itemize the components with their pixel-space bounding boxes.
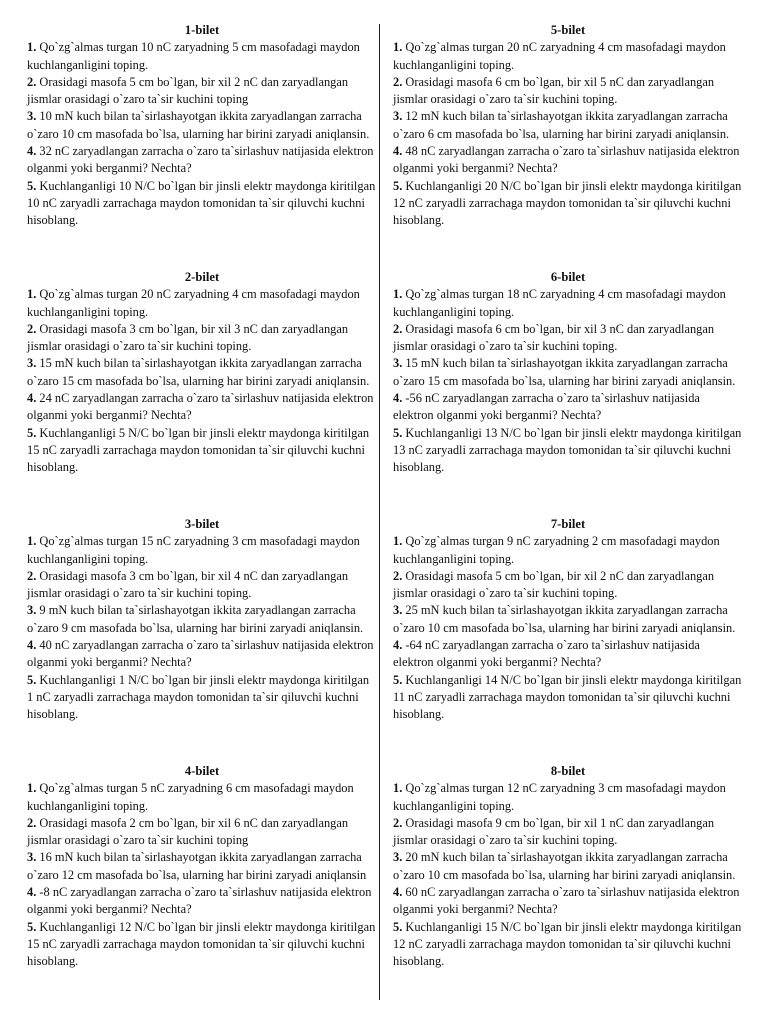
question-text: Orasidagi masofa 5 cm bo`lgan, bir xil 2 nC dan zaryadlangan jismlar orasidagi o`zaro ta`sir kuchini toping xyxy=(27,74,349,107)
ticket-3 xyxy=(27,516,377,763)
question-4 xyxy=(393,390,743,425)
question-4 xyxy=(393,637,743,672)
question-3 xyxy=(393,602,743,637)
question-text: -8 nC zaryadlangan zarracha o`zaro ta`sirlashuv natijasida elektron olganmi yoki berganmi? Nechta? xyxy=(27,885,372,917)
question-text: 10 mN kuch bilan ta`sirlashayotgan ikkita zaryadlangan zarracha o`zaro 10 cm masofada bo`lsa, ularning har birini zaryadi aniqlansin. xyxy=(27,109,370,141)
question-text: 15 mN kuch bilan ta`sirlashayotgan ikkita zaryadlangan zarracha o`zaro 15 cm masofada bo`lsa, ularning har birini zaryadi aniqlansin. xyxy=(27,356,370,388)
ticket-title: 5-bilet xyxy=(550,23,586,37)
question-2 xyxy=(27,815,377,850)
question-text: Qo`zg`almas turgan 5 nC zaryadning 6 cm masofadagi maydon kuchlanganligini toping. xyxy=(27,781,354,813)
question-1 xyxy=(393,533,743,568)
question-number: 3. xyxy=(27,850,37,865)
question-5 xyxy=(27,178,377,230)
question-number: 4. xyxy=(393,144,403,159)
question-text: Qo`zg`almas turgan 20 nC zaryadning 4 cm masofadagi maydon kuchlanganligini toping. xyxy=(27,287,360,319)
question-1 xyxy=(393,286,743,321)
question-text: 15 mN kuch bilan ta`sirlashayotgan ikkita zaryadlangan zarracha o`zaro 15 cm masofada bo`lsa, ularning har birini zaryadi aniqlansin. xyxy=(393,356,736,388)
question-number: 4. xyxy=(393,391,403,406)
question-number: 1. xyxy=(393,781,403,796)
question-number: 1. xyxy=(27,40,37,55)
question-number: 2. xyxy=(27,74,37,89)
question-text: 9 mN kuch bilan ta`sirlashayotgan ikkita zaryadlangan zarracha o`zaro 9 cm masofada bo`lsa, ularning har birini zaryadi aniqlansin. xyxy=(27,603,364,635)
question-3 xyxy=(27,355,377,390)
question-5 xyxy=(27,425,377,477)
question-1 xyxy=(27,286,377,321)
question-text: Orasidagi masofa 6 cm bo`lgan, bir xil 3 nC dan zaryadlangan jismlar orasidagi o`zaro ta`sir kuchini toping. xyxy=(393,321,715,354)
question-text: 40 nC zaryadlangan zarracha o`zaro ta`sirlashuv natijasida elektron olganmi yoki berganmi? Nechta? xyxy=(27,638,374,670)
question-number: 5. xyxy=(393,178,403,193)
question-text: Qo`zg`almas turgan 15 nC zaryadning 3 cm masofadagi maydon kuchlanganligini toping. xyxy=(27,534,360,566)
question-5 xyxy=(393,425,743,477)
question-number: 1. xyxy=(27,534,37,549)
question-3 xyxy=(393,108,743,143)
question-number: 5. xyxy=(27,919,37,934)
question-number: 2. xyxy=(27,568,37,583)
question-text: Qo`zg`almas turgan 20 nC zaryadning 4 cm masofadagi maydon kuchlanganligini toping. xyxy=(393,40,726,72)
question-3 xyxy=(393,849,743,884)
ticket-1 xyxy=(27,22,377,269)
column-divider xyxy=(379,24,380,1000)
question-text: Kuchlanganligi 1 N/C bo`lgan bir jinsli elektr maydonga kiritilgan 1 nC zaryadli zarrachaga maydon tomonidan ta`sir qiluvchi kuchni hisoblang. xyxy=(27,672,370,722)
ticket-title: 2-bilet xyxy=(184,270,220,284)
question-number: 2. xyxy=(393,815,403,830)
ticket-title: 4-bilet xyxy=(184,764,220,778)
ticket-title: 7-bilet xyxy=(550,517,586,531)
question-3 xyxy=(27,602,377,637)
question-2 xyxy=(393,568,743,603)
question-5 xyxy=(393,178,743,230)
question-number: 1. xyxy=(27,781,37,796)
question-number: 4. xyxy=(393,638,403,653)
ticket-7 xyxy=(393,516,743,763)
ticket-2 xyxy=(27,269,377,516)
question-text: Orasidagi masofa 2 cm bo`lgan, bir xil 6 nC dan zaryadlangan jismlar orasidagi o`zaro ta`sir kuchini toping xyxy=(27,815,349,848)
question-text: Orasidagi masofa 5 cm bo`lgan, bir xil 2 nC dan zaryadlangan jismlar orasidagi o`zaro ta`sir kuchini toping. xyxy=(393,568,715,601)
question-number: 1. xyxy=(393,40,403,55)
question-3 xyxy=(393,355,743,390)
question-number: 2. xyxy=(393,74,403,89)
question-text: Orasidagi masofa 3 cm bo`lgan, bir xil 4 nC dan zaryadlangan jismlar orasidagi o`zaro ta`sir kuchini toping. xyxy=(27,568,349,601)
right-column xyxy=(393,22,743,1010)
question-number: 4. xyxy=(393,885,403,900)
question-1 xyxy=(393,780,743,815)
question-number: 2. xyxy=(27,815,37,830)
question-number: 4. xyxy=(27,885,37,900)
question-2 xyxy=(393,74,743,109)
question-4 xyxy=(27,143,377,178)
question-2 xyxy=(393,815,743,850)
question-3 xyxy=(27,849,377,884)
question-1 xyxy=(27,533,377,568)
question-number: 1. xyxy=(27,287,37,302)
question-text: Kuchlanganligi 15 N/C bo`lgan bir jinsli elektr maydonga kiritilgan 12 nC zaryadli zarrachaga maydon tomonidan ta`sir qiluvchi kuchni hisoblang. xyxy=(393,919,742,969)
question-4 xyxy=(393,884,743,919)
ticket-5 xyxy=(393,22,743,269)
question-5 xyxy=(393,672,743,724)
question-text: Kuchlanganligi 12 N/C bo`lgan bir jinsli elektr maydonga kiritilgan 15 nC zaryadli zarrachaga maydon tomonidan ta`sir qiluvchi kuchni hisoblang. xyxy=(27,919,376,969)
question-text: 12 mN kuch bilan ta`sirlashayotgan ikkita zaryadlangan zarracha o`zaro 6 cm masofada bo`lsa, ularning har birini zaryadi aniqlansin. xyxy=(393,109,730,141)
question-number: 2. xyxy=(27,321,37,336)
question-4 xyxy=(393,143,743,178)
question-4 xyxy=(27,390,377,425)
question-number: 1. xyxy=(393,534,403,549)
question-number: 5. xyxy=(27,178,37,193)
question-4 xyxy=(27,884,377,919)
question-text: 60 nC zaryadlangan zarracha o`zaro ta`sirlashuv natijasida elektron olganmi yoki berganmi? Nechta? xyxy=(393,885,740,917)
question-2 xyxy=(27,74,377,109)
question-number: 4. xyxy=(27,144,37,159)
question-5 xyxy=(27,672,377,724)
ticket-6 xyxy=(393,269,743,516)
question-text: Kuchlanganligi 13 N/C bo`lgan bir jinsli elektr maydonga kiritilgan 13 nC zaryadli zarrachaga maydon tomonidan ta`sir qiluvchi kuchni hisoblang. xyxy=(393,425,742,475)
question-number: 4. xyxy=(27,638,37,653)
question-text: 20 mN kuch bilan ta`sirlashayotgan ikkita zaryadlangan zarracha o`zaro 10 cm masofada bo`lsa, ularning har birini zaryadi aniqlansin. xyxy=(393,850,736,882)
question-number: 3. xyxy=(27,356,37,371)
question-text: 25 mN kuch bilan ta`sirlashayotgan ikkita zaryadlangan zarracha o`zaro 10 cm masofada bo`lsa, ularning har birini zaryadi aniqlansin. xyxy=(393,603,736,635)
ticket-title: 1-bilet xyxy=(184,23,220,37)
question-number: 5. xyxy=(393,672,403,687)
ticket-4 xyxy=(27,763,377,1010)
question-text: Qo`zg`almas turgan 10 nC zaryadning 5 cm masofadagi maydon kuchlanganligini toping. xyxy=(27,40,360,72)
question-text: Kuchlanganligi 5 N/C bo`lgan bir jinsli elektr maydonga kiritilgan 15 nC zaryadli zarrachaga maydon tomonidan ta`sir qiluvchi kuchni hisoblang. xyxy=(27,425,370,475)
question-5 xyxy=(27,919,377,971)
question-1 xyxy=(393,39,743,74)
ticket-title: 3-bilet xyxy=(184,517,220,531)
question-text: Orasidagi masofa 9 cm bo`lgan, bir xil 1 nC dan zaryadlangan jismlar orasidagi o`zaro ta`sir kuchini toping. xyxy=(393,815,715,848)
question-number: 2. xyxy=(393,568,403,583)
left-column xyxy=(27,22,377,1010)
question-number: 5. xyxy=(27,425,37,440)
question-text: Kuchlanganligi 10 N/C bo`lgan bir jinsli elektr maydonga kiritilgan 10 nC zaryadli zarrachaga maydon tomonidan ta`sir qiluvchi kuchni hisoblang. xyxy=(27,178,376,228)
question-text: 48 nC zaryadlangan zarracha o`zaro ta`sirlashuv natijasida elektron olganmi yoki berganmi? Nechta? xyxy=(393,144,740,176)
question-text: 32 nC zaryadlangan zarracha o`zaro ta`sirlashuv natijasida elektron olganmi yoki berganmi? Nechta? xyxy=(27,144,374,176)
question-number: 3. xyxy=(393,109,403,124)
question-number: 3. xyxy=(393,603,403,618)
ticket-title: 6-bilet xyxy=(550,270,586,284)
question-number: 1. xyxy=(393,287,403,302)
question-text: Qo`zg`almas turgan 9 nC zaryadning 2 cm masofadagi maydon kuchlanganligini toping. xyxy=(393,534,720,566)
question-text: Qo`zg`almas turgan 18 nC zaryadning 4 cm masofadagi maydon kuchlanganligini toping. xyxy=(393,287,726,319)
question-text: Qo`zg`almas turgan 12 nC zaryadning 3 cm masofadagi maydon kuchlanganligini toping. xyxy=(393,781,726,813)
question-text: Kuchlanganligi 20 N/C bo`lgan bir jinsli elektr maydonga kiritilgan 12 nC zaryadli zarrachaga maydon tomonidan ta`sir qiluvchi kuchni hisoblang. xyxy=(393,178,742,228)
question-text: Orasidagi masofa 3 cm bo`lgan, bir xil 3 nC dan zaryadlangan jismlar orasidagi o`zaro ta`sir kuchini toping. xyxy=(27,321,349,354)
ticket-8 xyxy=(393,763,743,1010)
question-1 xyxy=(27,780,377,815)
question-text: Orasidagi masofa 6 cm bo`lgan, bir xil 5 nC dan zaryadlangan jismlar orasidagi o`zaro ta`sir kuchini toping. xyxy=(393,74,715,107)
question-number: 2. xyxy=(393,321,403,336)
question-number: 5. xyxy=(393,425,403,440)
question-4 xyxy=(27,637,377,672)
question-text: Kuchlanganligi 14 N/C bo`lgan bir jinsli elektr maydonga kiritilgan 11 nC zaryadli zarrachaga maydon tomonidan ta`sir qiluvchi kuchni hisoblang. xyxy=(393,672,742,722)
question-2 xyxy=(393,321,743,356)
question-1 xyxy=(27,39,377,74)
question-2 xyxy=(27,321,377,356)
question-text: -64 nC zaryadlangan zarracha o`zaro ta`sirlashuv natijasida elektron olganmi yoki berganmi? Nechta? xyxy=(393,638,700,670)
question-3 xyxy=(27,108,377,143)
question-5 xyxy=(393,919,743,971)
question-text: 16 mN kuch bilan ta`sirlashayotgan ikkita zaryadlangan zarracha o`zaro 12 cm masofada bo`lsa, ularning har birini zaryadi aniqlansin xyxy=(27,850,367,882)
question-text: 24 nC zaryadlangan zarracha o`zaro ta`sirlashuv natijasida elektron olganmi yoki berganmi? Nechta? xyxy=(27,391,374,423)
question-number: 3. xyxy=(27,603,37,618)
question-number: 5. xyxy=(393,919,403,934)
question-number: 3. xyxy=(393,850,403,865)
question-number: 4. xyxy=(27,391,37,406)
question-number: 3. xyxy=(393,356,403,371)
question-2 xyxy=(27,568,377,603)
question-text: -56 nC zaryadlangan zarracha o`zaro ta`sirlashuv natijasida elektron olganmi yoki berganmi? Nechta? xyxy=(393,391,700,423)
question-number: 3. xyxy=(27,109,37,124)
question-number: 5. xyxy=(27,672,37,687)
ticket-title: 8-bilet xyxy=(550,764,586,778)
